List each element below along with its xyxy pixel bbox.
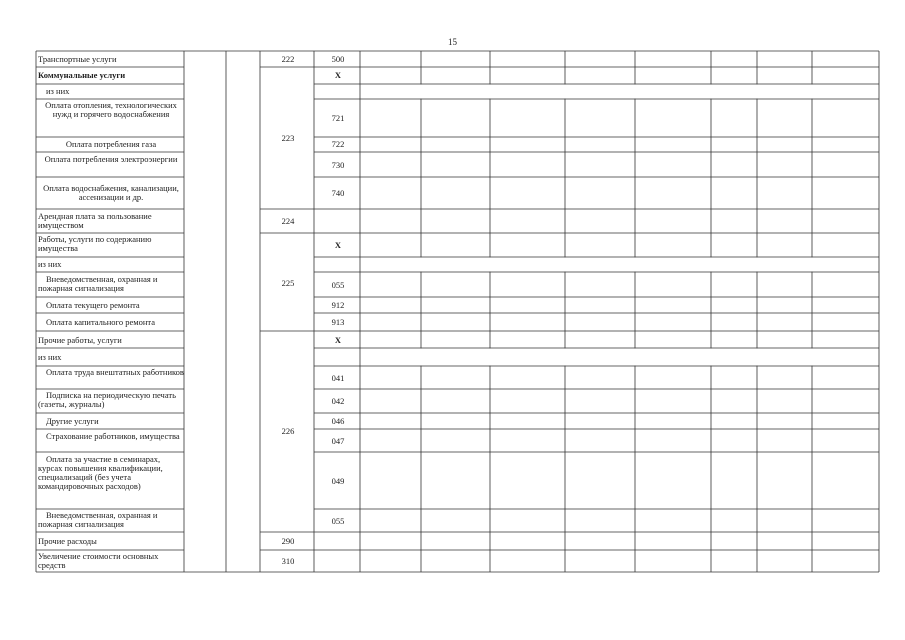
row-label-transport: Транспортные услуги xyxy=(38,55,117,64)
row-label-iz-nih: из них xyxy=(38,353,62,362)
row-label-iz-nih: из них xyxy=(46,87,70,96)
code-seminars: 049 xyxy=(331,476,345,486)
kosgu-maintenance: 225 xyxy=(281,278,295,288)
code-other-works: X xyxy=(334,335,342,345)
code-capital-repair: 913 xyxy=(331,317,345,327)
code-insurance: 047 xyxy=(331,436,345,446)
kosgu-transport: 222 xyxy=(281,54,295,64)
page-number: 15 xyxy=(448,37,457,47)
row-label-subscription: Подписка на периодическую печать (газеты, журналы) xyxy=(38,391,176,409)
row-label-rent: Арендная плата за пользование имуществом xyxy=(38,212,152,230)
code-gas: 722 xyxy=(331,139,345,149)
code-security: 055 xyxy=(331,280,345,290)
data-row-lines xyxy=(314,67,879,550)
code-maintenance: X xyxy=(334,240,342,250)
code-freelance: 041 xyxy=(331,373,345,383)
row-label-water: Оплата водоснабжения, канализации, ассенизации и др. xyxy=(43,184,179,202)
code-security: 055 xyxy=(331,516,345,526)
row-label-gas: Оплата потребления газа xyxy=(65,140,157,149)
merged-iz-nih-rows xyxy=(361,85,879,366)
row-label-capital-repair: Оплата капитального ремонта xyxy=(46,318,155,327)
code-other-services: 046 xyxy=(331,416,345,426)
row-label-other-works: Прочие работы, услуги xyxy=(38,336,122,345)
row-label-security: Вневедомственная, охранная и пожарная сигнализация xyxy=(38,275,158,293)
row-label-fixed-assets: Увеличение стоимости основных средств xyxy=(38,552,159,570)
row-label-other-services: Другие услуги xyxy=(46,417,99,426)
row-label-electricity: Оплата потребления электроэнергии xyxy=(44,155,178,164)
code-subscription: 042 xyxy=(331,396,345,406)
kosgu-fixed-assets: 310 xyxy=(281,556,295,566)
row-label-current-repair: Оплата текущего ремонта xyxy=(46,301,140,310)
kosgu-rent: 224 xyxy=(281,216,295,226)
code-heating: 721 xyxy=(331,113,345,123)
row-label-communal: Коммунальные услуги xyxy=(38,71,126,80)
code-transport: 500 xyxy=(331,54,345,64)
row-label-other-expenses: Прочие расходы xyxy=(38,537,97,546)
row-label-freelance: Оплата труда внештатных работников xyxy=(46,368,184,377)
kosgu-other: 226 xyxy=(281,426,295,436)
row-label-security: Вневедомственная, охранная и пожарная сигнализация xyxy=(38,511,158,529)
kosgu-communal: 223 xyxy=(281,133,295,143)
row-label-insurance: Страхование работников, имущества xyxy=(46,432,180,441)
row-label-maintenance: Работы, услуги по содержанию имущества xyxy=(38,235,152,253)
row-label-heating: Оплата отопления, технологических нужд и горячего водоснабжения xyxy=(45,101,177,119)
code-current-repair: 912 xyxy=(331,300,345,310)
code-electricity: 730 xyxy=(331,160,345,170)
code-water: 740 xyxy=(331,188,345,198)
code-communal: X xyxy=(334,70,342,80)
row-label-iz-nih: из них xyxy=(38,260,62,269)
row-label-seminars: Оплата за участие в семинарах, курсах повышения квалификации, специализаций (без учета командировочных расходов) xyxy=(38,455,163,491)
kosgu-other-expenses: 290 xyxy=(281,536,295,546)
